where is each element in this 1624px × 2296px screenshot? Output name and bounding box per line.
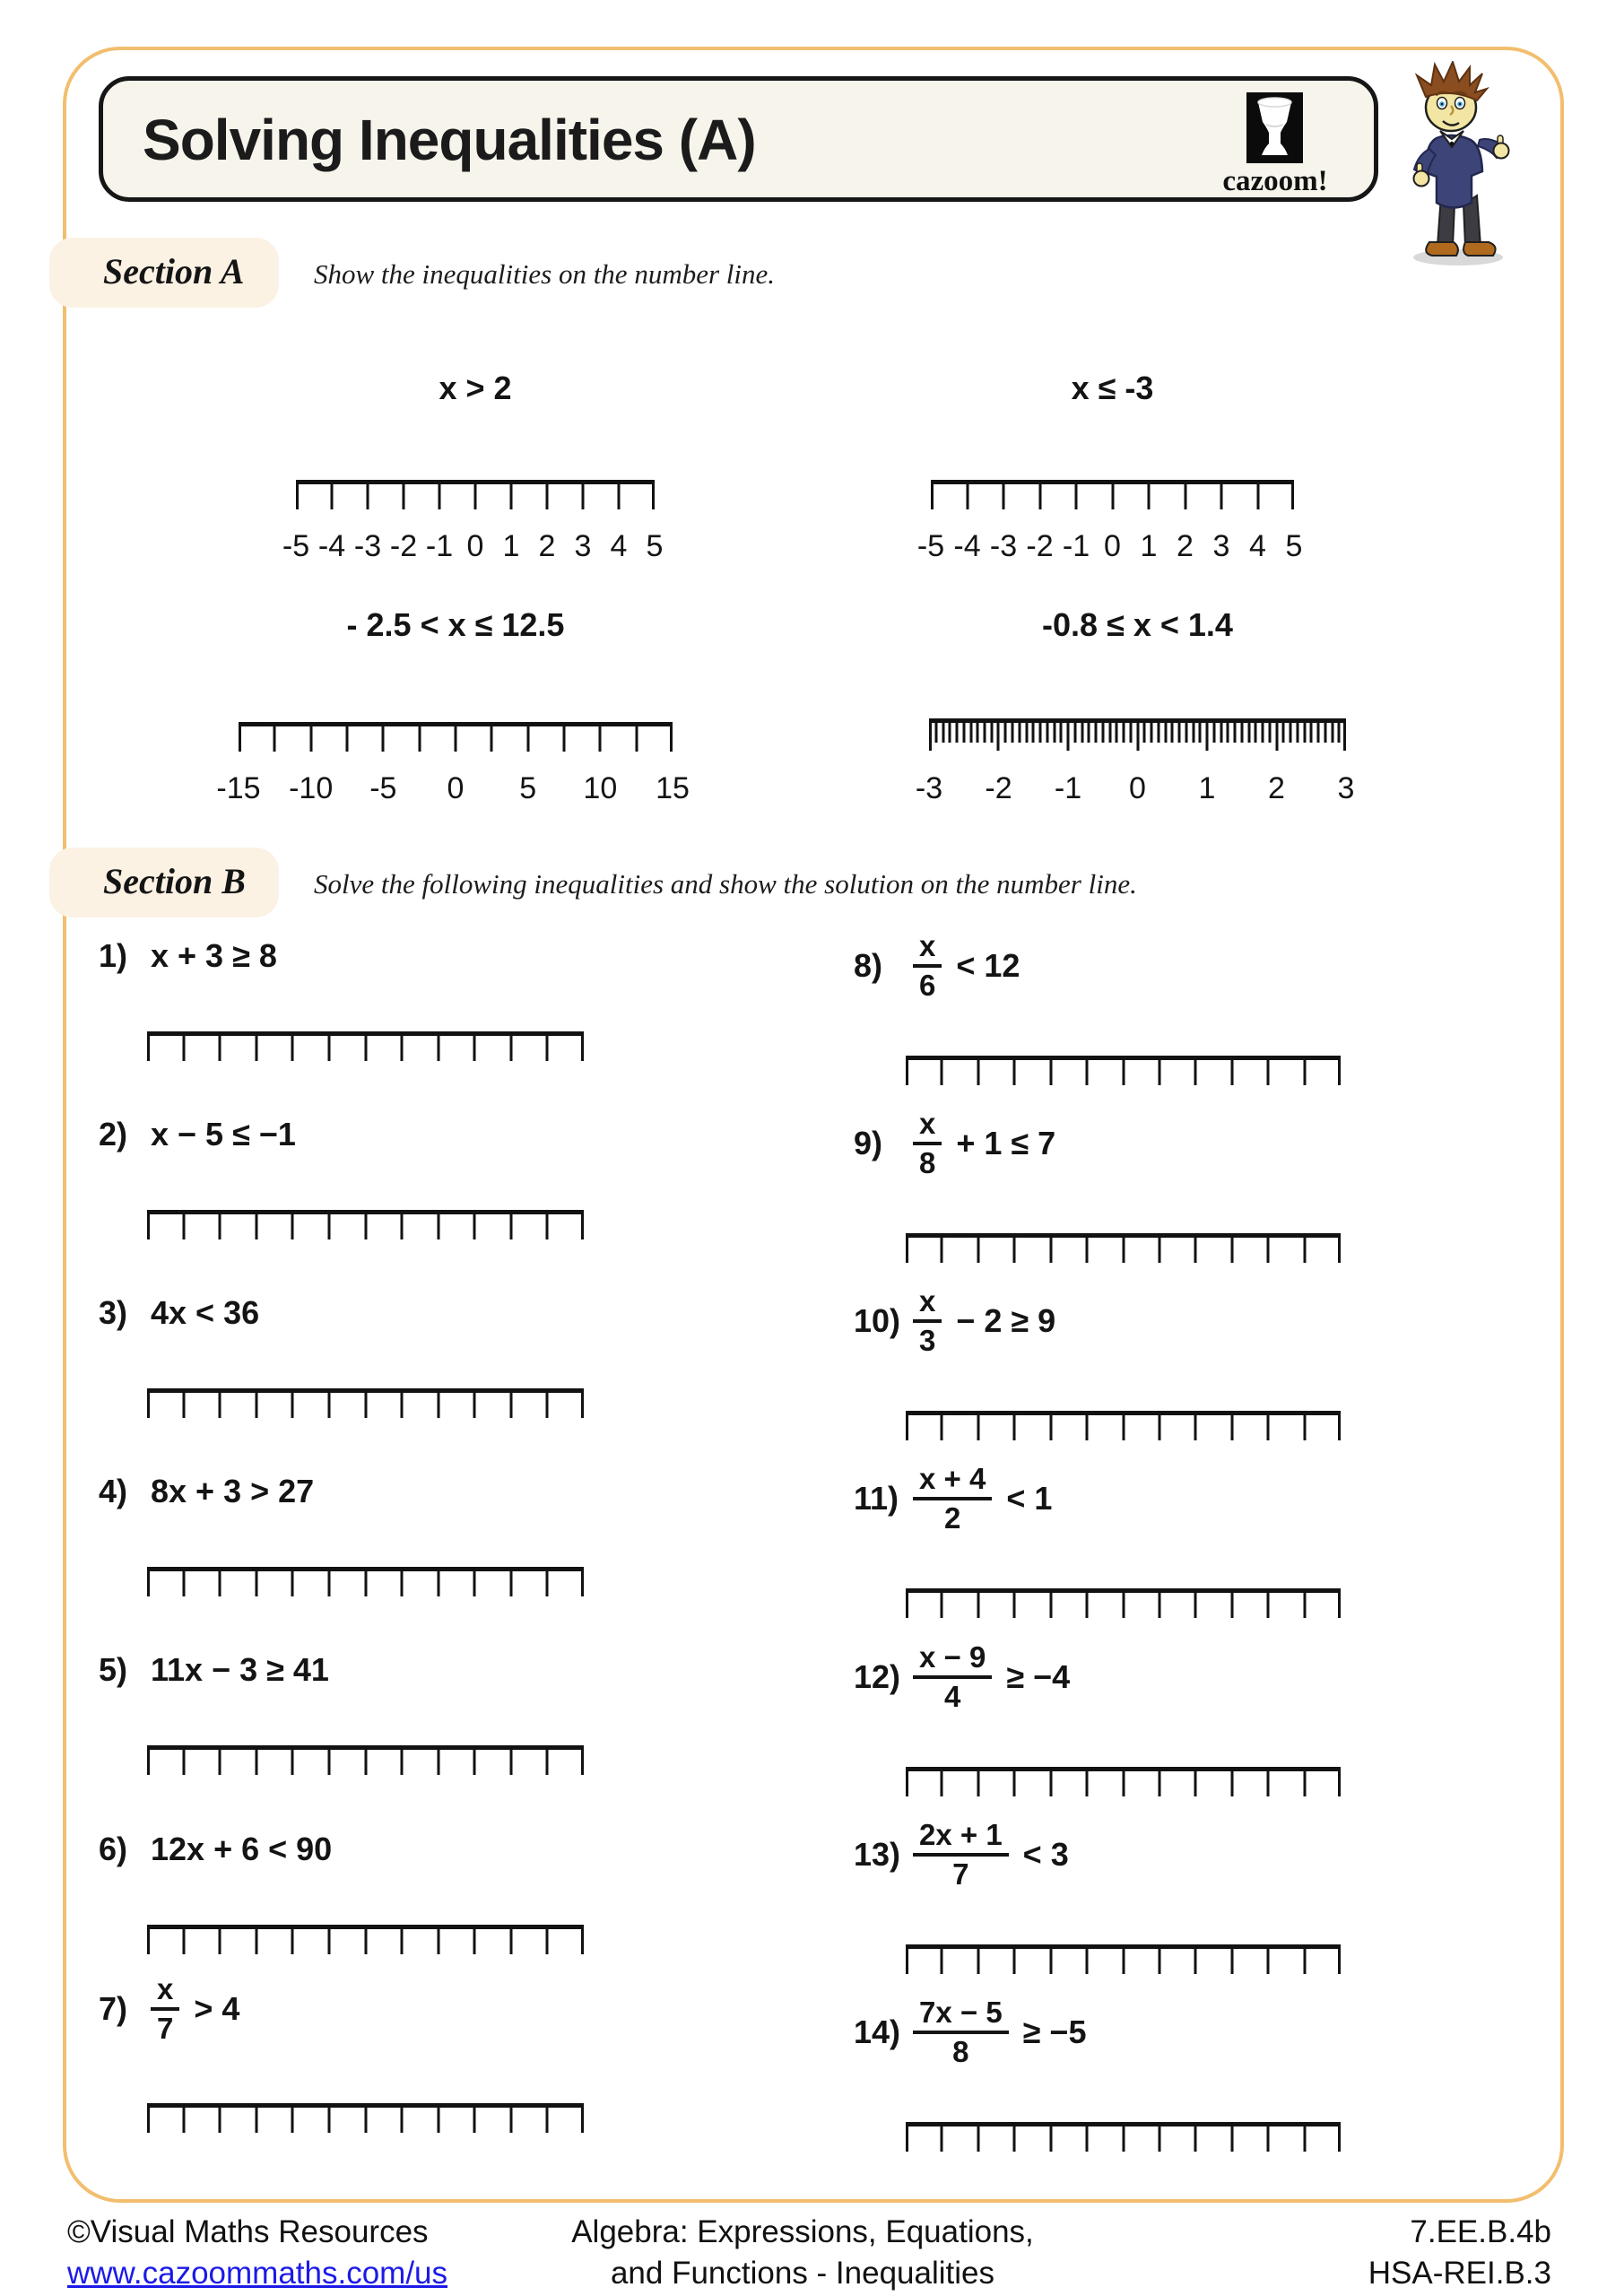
fraction-numerator: x (913, 930, 942, 968)
tick-label: -3 (353, 529, 382, 563)
fraction (151, 1973, 179, 2044)
tick-label: -5 (282, 529, 310, 563)
tick-label: 3 (1337, 771, 1355, 805)
section-b-pill (49, 848, 279, 918)
answer-number-line (147, 1210, 584, 1250)
tick-label: 5 (1285, 529, 1303, 563)
answer-number-line (906, 2122, 1341, 2162)
problem-8 (854, 924, 1020, 1008)
tick-label: 4 (1249, 529, 1266, 563)
tick-label: -5 (369, 771, 397, 805)
tick-label: 2 (1177, 529, 1194, 563)
tick-label: -3 (989, 529, 1018, 563)
fraction (913, 1819, 1009, 1890)
cazoom-logo-text: cazoom! (1222, 165, 1328, 197)
problem-number: 3) (99, 1294, 128, 1331)
problem-number: 2) (99, 1116, 128, 1152)
copyright-text: ©Visual Maths Resources (67, 2214, 429, 2249)
problem-3 (99, 1293, 259, 1333)
tick-label: -1 (1062, 529, 1090, 563)
website-link[interactable]: www.cazoommaths.com/us (67, 2256, 448, 2291)
tick-label: -10 (289, 771, 334, 805)
tick-label: 1 (1198, 771, 1216, 805)
tick-label: -4 (317, 529, 346, 563)
problem-expression: ≥ −5 (1022, 2013, 1087, 2050)
fraction-numerator: 2x + 1 (913, 1819, 1009, 1857)
topic-line-1: Algebra: Expressions, Equations, (571, 2214, 1034, 2249)
answer-number-line (147, 1925, 584, 1965)
tick-label: -2 (389, 529, 418, 563)
footer-center (489, 2212, 1116, 2294)
standard-code-2: HSA-REI.B.3 (1368, 2256, 1551, 2291)
number-line (916, 480, 1303, 570)
problem-10 (854, 1279, 1055, 1363)
problem-number: 1) (99, 937, 128, 974)
section-a-instruction: Show the inequalities on the number line. (314, 258, 776, 290)
fraction-denominator: 4 (943, 1680, 961, 1713)
standard-code-1: 7.EE.B.4b (1410, 2214, 1551, 2249)
problem-expression: < 3 (1022, 1836, 1069, 1873)
answer-number-line (906, 1411, 1341, 1451)
fraction-numerator: x − 9 (913, 1641, 992, 1679)
tick-label: 0 (1104, 529, 1121, 563)
fraction-denominator: 7 (952, 1857, 969, 1891)
fraction-numerator: x (913, 1285, 942, 1323)
fraction (913, 1996, 1009, 2067)
tick-label: 5 (519, 771, 537, 805)
problem-number: 6) (99, 1831, 128, 1867)
fraction-denominator: 6 (919, 969, 936, 1002)
problem-12 (854, 1635, 1070, 1719)
problem-7 (99, 1967, 239, 2051)
tick-label: 1 (502, 529, 520, 563)
problem-expression: 4x < 36 (151, 1294, 260, 1331)
fraction-denominator: 7 (157, 2012, 174, 2045)
number-line (282, 480, 664, 570)
djembe-drum-icon (1246, 92, 1303, 163)
problem-expression: ≥ −4 (1006, 1658, 1071, 1695)
fraction (913, 930, 942, 1001)
page-title: Solving Inequalities (A) (143, 108, 756, 172)
fraction (913, 1108, 942, 1178)
answer-number-line (906, 1056, 1341, 1096)
problem-number: 11) (854, 1480, 899, 1517)
answer-number-line (147, 1388, 584, 1429)
tick-label: 0 (1129, 771, 1146, 805)
problem-number: 10) (854, 1302, 901, 1339)
problem-expression: < 12 (956, 947, 1020, 984)
tick-label: 0 (447, 771, 465, 805)
tick-label: 4 (610, 529, 628, 563)
problem-expression: 11x − 3 ≥ 41 (151, 1651, 329, 1688)
title-box (99, 76, 1378, 202)
answer-number-line (147, 2103, 584, 2144)
fraction-denominator: 8 (919, 1146, 936, 1179)
number-line-ruler (915, 718, 1355, 808)
problem-11 (854, 1457, 1052, 1541)
tick-label: 3 (1212, 529, 1230, 563)
tick-label: -2 (1026, 529, 1054, 563)
fraction-numerator: x (913, 1108, 942, 1145)
tick-label: 0 (466, 529, 484, 563)
problem-expression: x − 5 ≤ −1 (151, 1116, 296, 1152)
number-line (216, 722, 690, 812)
inequality-label: - 2.5 < x ≤ 12.5 (346, 606, 565, 643)
answer-number-line (147, 1745, 584, 1786)
problem-1 (99, 936, 277, 976)
section-b-instruction: Solve the following inequalities and show the solution on the number line. (314, 868, 1137, 900)
problem-number: 8) (854, 947, 883, 984)
problem-number: 14) (854, 2013, 901, 2050)
problem-13 (854, 1813, 1069, 1897)
problem-number: 13) (854, 1836, 901, 1873)
problem-6 (99, 1830, 332, 1869)
problem-expression: x + 3 ≥ 8 (151, 937, 277, 974)
answer-number-line (906, 1233, 1341, 1274)
section-a-label: Section A (103, 251, 245, 291)
problem-9 (854, 1101, 1055, 1186)
answer-number-line (906, 1588, 1341, 1629)
tick-label: 2 (538, 529, 556, 563)
tick-label: -1 (425, 529, 454, 563)
problem-number: 5) (99, 1651, 128, 1688)
footer-right (1282, 2212, 1551, 2294)
topic-line-2: and Functions - Inequalities (610, 2256, 995, 2291)
fraction-denominator: 3 (919, 1324, 936, 1357)
tick-label: 15 (656, 771, 690, 805)
answer-number-line (906, 1767, 1341, 1807)
problem-14 (854, 1990, 1086, 2074)
problem-number: 4) (99, 1473, 128, 1509)
answer-number-line (906, 1944, 1341, 1985)
tick-label: -3 (915, 771, 943, 805)
problem-expression: − 2 ≥ 9 (956, 1302, 1056, 1339)
tick-label: -1 (1054, 771, 1082, 805)
problem-expression: 8x + 3 > 27 (151, 1473, 315, 1509)
section-b-label: Section B (103, 861, 246, 901)
fraction (913, 1285, 942, 1356)
fraction-numerator: x + 4 (913, 1463, 992, 1500)
problem-expression: 12x + 6 < 90 (151, 1831, 333, 1867)
problem-5 (99, 1650, 329, 1690)
tick-label: 1 (1140, 529, 1158, 563)
inequality-label: -0.8 ≤ x < 1.4 (1042, 606, 1233, 643)
problem-number: 7) (99, 1990, 128, 2027)
answer-number-line (147, 1031, 584, 1072)
tick-label: 5 (646, 529, 664, 563)
footer-left (67, 2212, 447, 2294)
inequality-label: x ≤ -3 (1071, 370, 1154, 406)
fraction-denominator: 8 (952, 2035, 969, 2068)
problem-expression: < 1 (1006, 1480, 1053, 1517)
inequality-label: x > 2 (439, 370, 512, 406)
section-a-pill (49, 238, 279, 308)
problem-number: 12) (854, 1658, 901, 1695)
fraction-numerator: 7x − 5 (913, 1996, 1009, 2034)
tick-label: 2 (1268, 771, 1285, 805)
tick-label: -2 (985, 771, 1012, 805)
problem-2 (99, 1115, 296, 1154)
problem-number: 9) (854, 1125, 883, 1161)
tick-label: -4 (953, 529, 981, 563)
problem-4 (99, 1472, 314, 1511)
fraction-numerator: x (151, 1973, 179, 2011)
tick-label: -5 (916, 529, 945, 563)
fraction (913, 1641, 992, 1712)
mascot-boy-illustration (1392, 61, 1526, 267)
problem-expression: + 1 ≤ 7 (956, 1125, 1056, 1161)
tick-label: 10 (583, 771, 618, 805)
tick-label: 3 (574, 529, 592, 563)
tick-label: -15 (216, 771, 261, 805)
problem-expression: > 4 (194, 1990, 240, 2027)
answer-number-line (147, 1567, 584, 1607)
fraction-denominator: 2 (943, 1501, 961, 1535)
fraction (913, 1463, 992, 1534)
cazoom-logo (1246, 92, 1303, 163)
